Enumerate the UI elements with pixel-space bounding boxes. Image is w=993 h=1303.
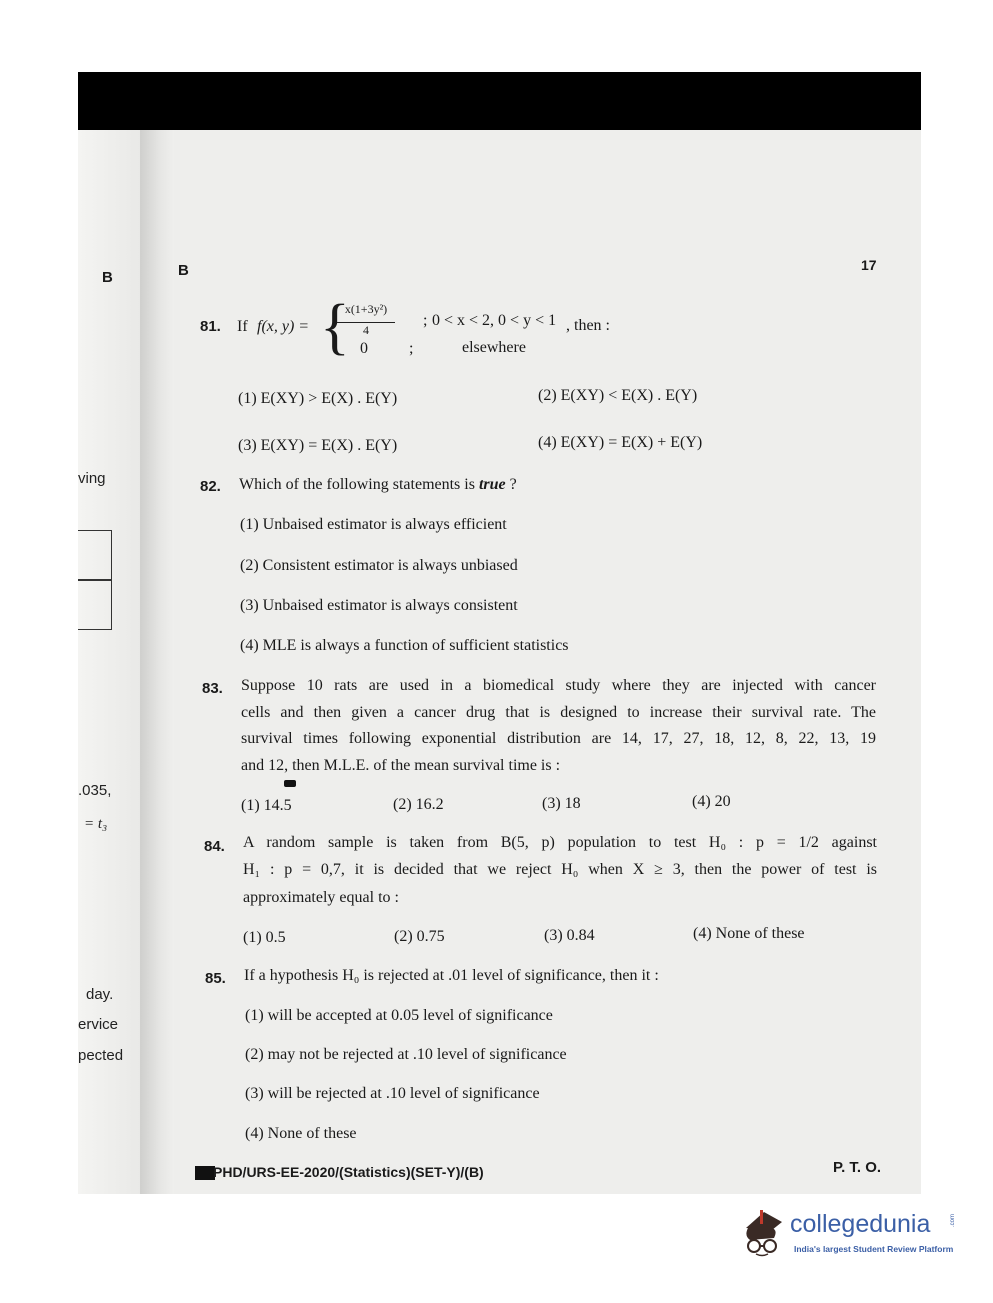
gutter-table-cell-2 <box>78 580 112 630</box>
gutter-text-value-1: .035, <box>78 782 112 799</box>
gutter-table-cell-1 <box>78 530 112 580</box>
footer-pto: P. T. O. <box>833 1159 882 1176</box>
q81-function: f(x, y) = <box>257 318 310 335</box>
q82-option-3[interactable]: (3) Unbaised estimator is always consistent <box>240 597 518 614</box>
book-fold-shadow <box>140 130 174 1194</box>
q85-option-2[interactable]: (2) may not be rejected at .10 level of significance <box>245 1046 567 1063</box>
q82-emphasis: true <box>478 476 506 493</box>
question-number-81: 81. <box>200 318 221 335</box>
q82-option-2[interactable]: (2) Consistent estimator is always unbiased <box>240 557 518 574</box>
q85-text: If a hypothesis H₀ is rejected at .01 level of significance, then it : <box>244 967 659 984</box>
q84-line-3: approximately equal to : <box>243 889 399 906</box>
footer-redaction-mark <box>195 1166 215 1180</box>
q85-option-1[interactable]: (1) will be accepted at 0.05 level of significance <box>245 1007 553 1024</box>
q84-option-3[interactable]: (3) 0.84 <box>544 927 595 944</box>
main-page-area <box>174 130 921 1194</box>
gutter-letter: B <box>102 269 113 286</box>
gutter-text-ving: ving <box>78 470 106 487</box>
gutter-text-day: day. <box>86 986 114 1003</box>
q83-option-4[interactable]: (4) 20 <box>692 793 731 810</box>
q82-option-4[interactable]: (4) MLE is always a function of sufficient statistics <box>240 637 569 654</box>
q81-option-1[interactable]: (1) E(XY) > E(X) . E(Y) <box>238 390 398 407</box>
collegedunia-tld: .com <box>950 1214 956 1228</box>
gutter-text-ervice: ervice <box>78 1016 119 1033</box>
q82-option-1[interactable]: (1) Unbaised estimator is always efficient <box>240 516 507 533</box>
q83-line-1: Suppose 10 rats are used in a biomedical study where they are injected with cancer <box>241 677 876 694</box>
q81-then: , then : <box>566 317 610 334</box>
q81-separator-2: ; <box>409 340 414 357</box>
gutter-text-value-2: = t₃ <box>84 816 108 832</box>
ink-mark <box>284 780 296 787</box>
collegedunia-mascot-icon <box>738 1208 786 1258</box>
q81-elsewhere: elsewhere <box>462 339 526 356</box>
q83-option-3[interactable]: (3) 18 <box>542 795 581 812</box>
q81-denominator: 4 <box>363 323 369 337</box>
q81-brace: { <box>320 293 350 361</box>
q85-option-4[interactable]: (4) None of these <box>245 1125 357 1142</box>
footer-paper-code: PHD/URS-EE-2020/(Statistics)(SET-Y)/(B) <box>213 1164 484 1180</box>
q83-option-1[interactable]: (1) 14.5 <box>241 797 292 814</box>
question-number-82: 82. <box>200 478 221 495</box>
gutter-text-pected: pected <box>78 1047 124 1064</box>
q84-option-2[interactable]: (2) 0.75 <box>394 928 445 945</box>
left-page-gutter <box>78 130 140 1194</box>
scan-top-black-bar <box>78 72 921 130</box>
q81-numerator: x(1+3y²) <box>344 302 388 316</box>
q81-condition: 0 < x < 2, 0 < y < 1 <box>432 312 557 329</box>
q82-text: Which of the following statements is true ? <box>239 476 517 493</box>
q81-option-3[interactable]: (3) E(XY) = E(X) . E(Y) <box>238 437 398 454</box>
question-number-83: 83. <box>202 680 223 697</box>
q83-line-2: cells and then given a cancer drug that is designed to increase their survival rate. The <box>241 704 876 721</box>
q81-lead: If <box>237 318 248 335</box>
collegedunia-tagline: India's largest Student Review Platform <box>794 1244 954 1254</box>
q83-line-3: survival times following exponential distribution are 14, 17, 27, 18, 12, 8, 22, 13, 19 <box>241 730 876 747</box>
collegedunia-brand: collegedunia <box>790 1210 931 1238</box>
q84-line-2: H₁ : p = 0,7, it is decided that we reject H₀ when X ≥ 3, then the power of test is <box>243 861 877 878</box>
q81-option-2[interactable]: (2) E(XY) < E(X) . E(Y) <box>538 387 698 404</box>
q84-line-1: A random sample is taken from B(5, p) population to test H₀ : p = 1/2 against <box>243 834 877 851</box>
question-number-85: 85. <box>205 970 226 987</box>
q83-line-4: and 12, then M.L.E. of the mean survival time is : <box>241 757 561 774</box>
page-number: 17 <box>861 257 877 273</box>
q81-separator-1: ; <box>423 312 428 329</box>
question-number-84: 84. <box>204 838 225 855</box>
q85-option-3[interactable]: (3) will be rejected at .10 level of significance <box>245 1085 540 1102</box>
q84-option-4[interactable]: (4) None of these <box>693 925 805 942</box>
q84-option-1[interactable]: (1) 0.5 <box>243 929 286 946</box>
q81-zero: 0 <box>360 340 368 357</box>
section-letter: B <box>178 262 189 279</box>
q83-option-2[interactable]: (2) 16.2 <box>393 796 444 813</box>
q81-option-4[interactable]: (4) E(XY) = E(X) + E(Y) <box>538 434 703 451</box>
